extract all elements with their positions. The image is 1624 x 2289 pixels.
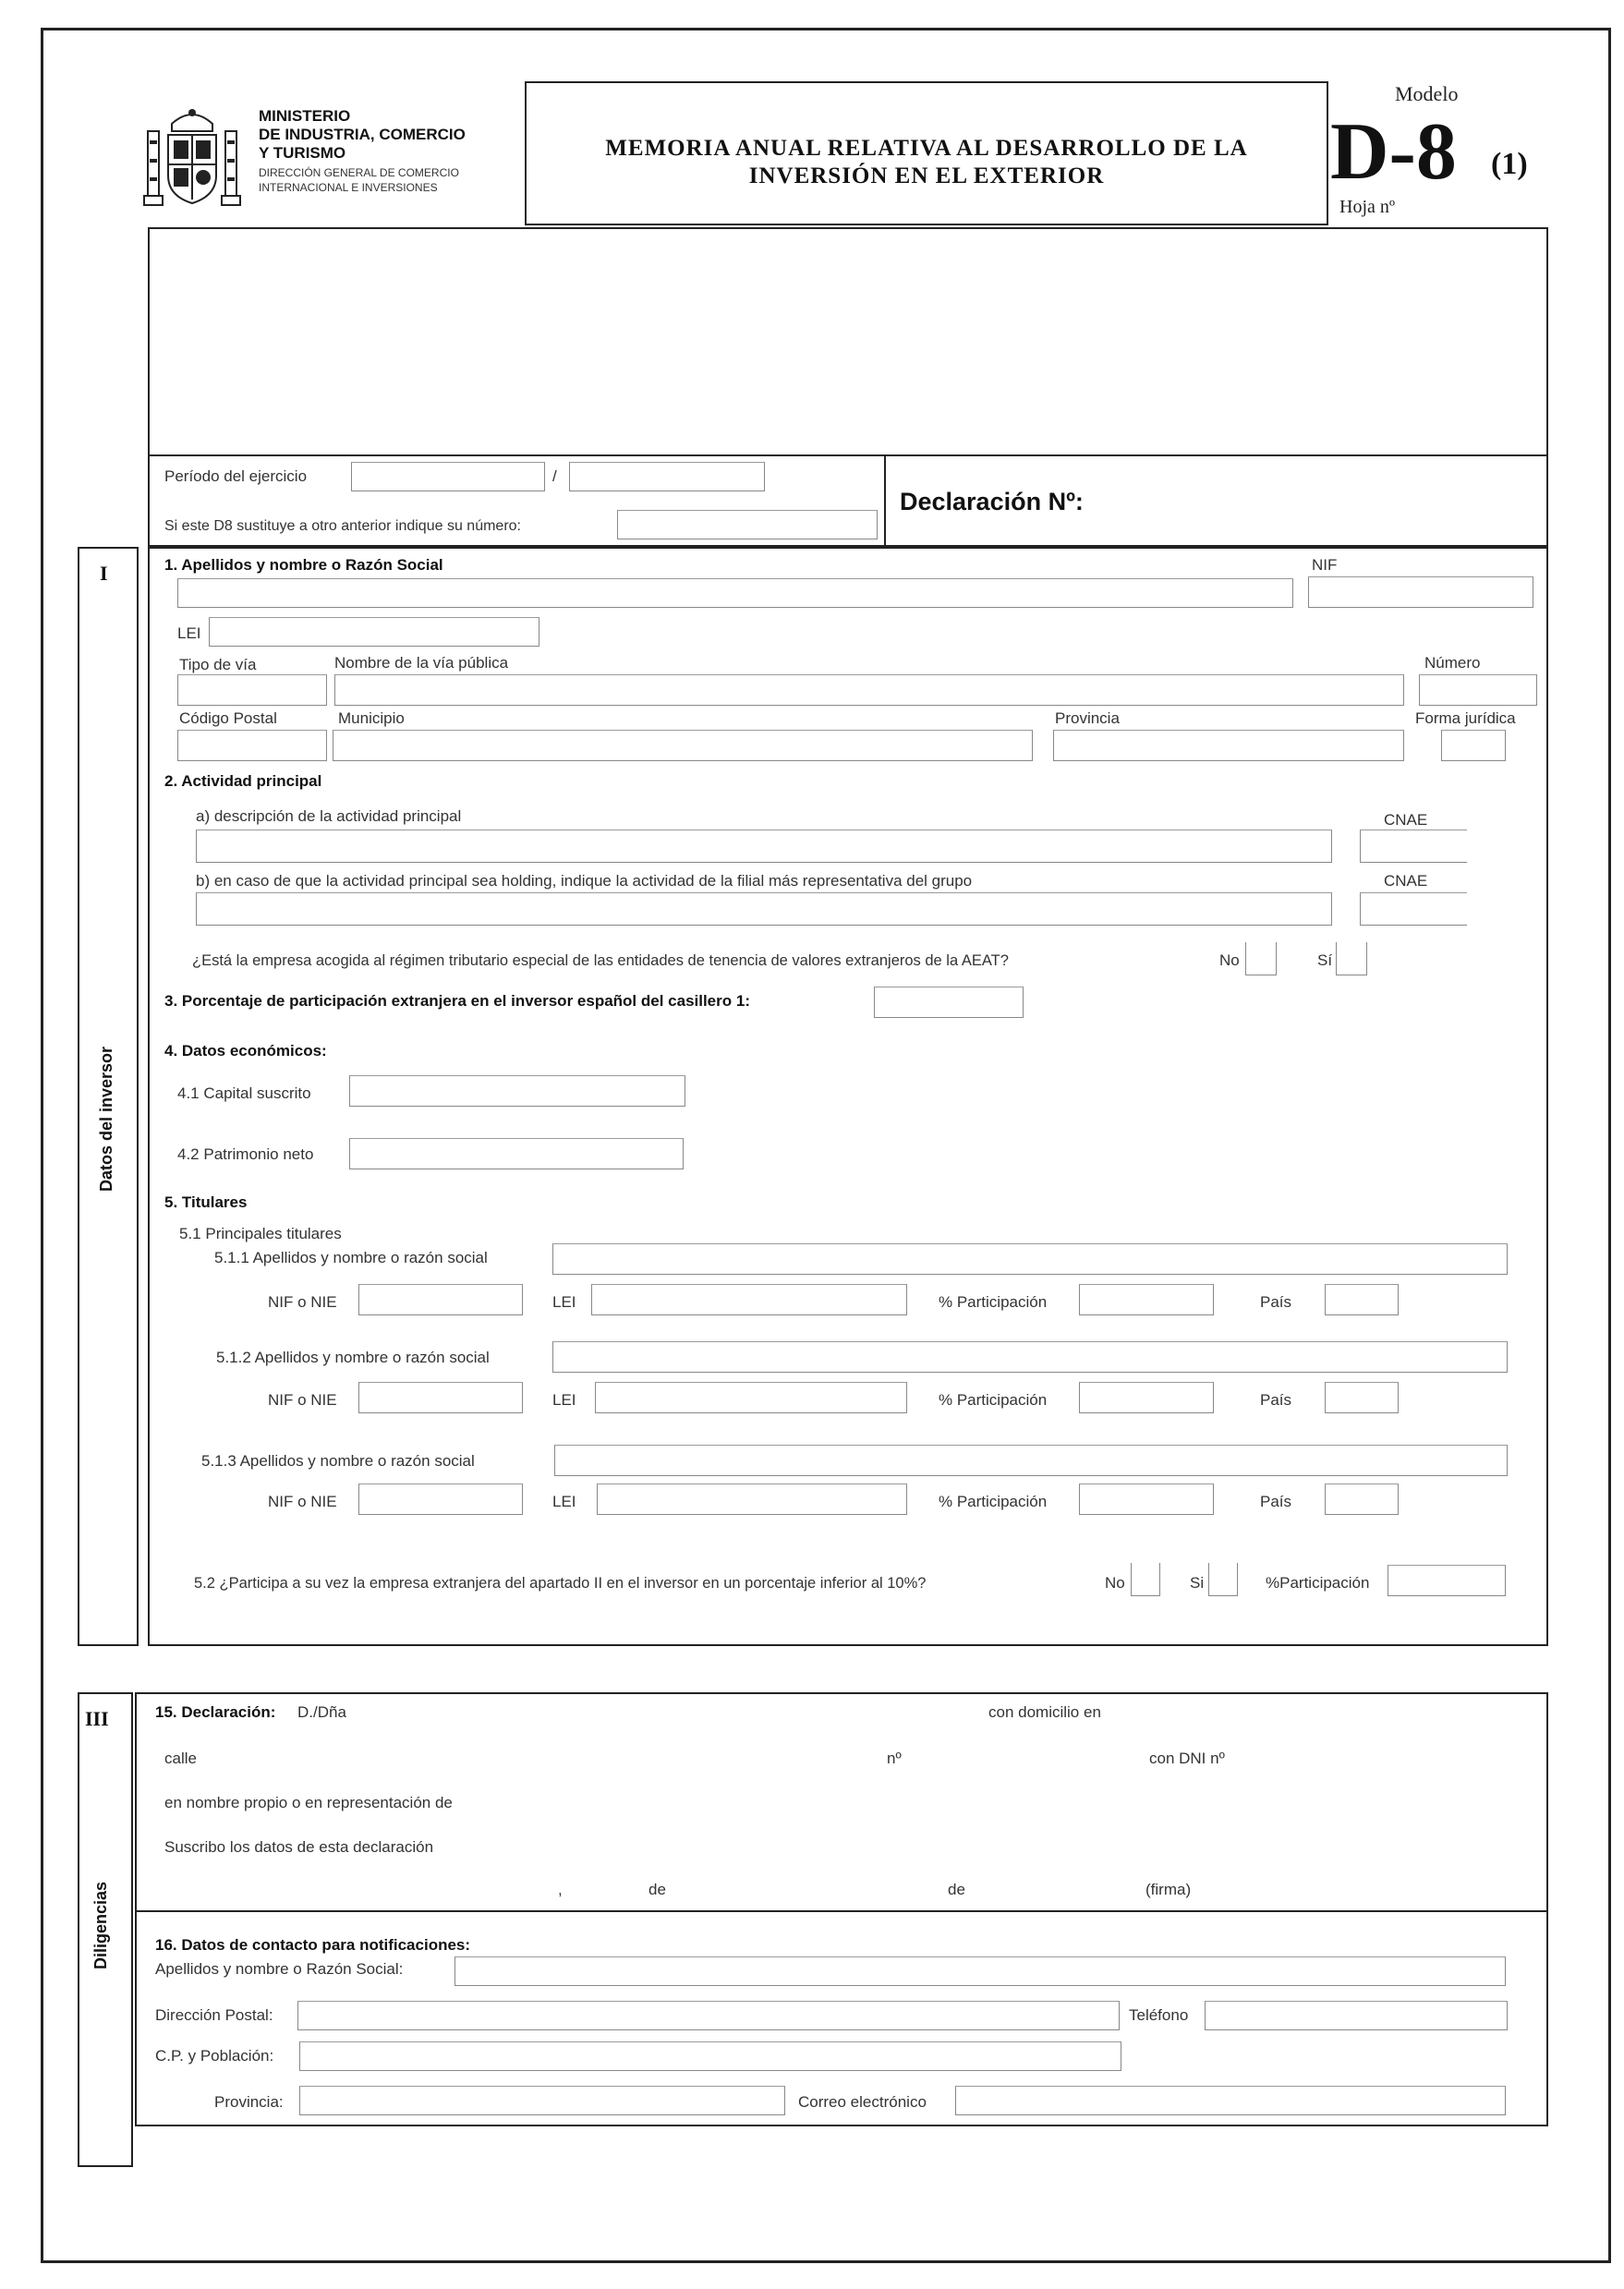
regimen-si-checkbox[interactable] <box>1336 942 1367 975</box>
holder3-lei-label: LEI <box>552 1493 576 1510</box>
period-end-input[interactable] <box>569 462 765 491</box>
firma-label: (firma) <box>1145 1881 1192 1898</box>
holder2-pais-label: País <box>1260 1391 1292 1409</box>
holder1-pais-label: País <box>1260 1293 1292 1311</box>
q15-title: 15. Declaración: <box>155 1703 276 1721</box>
form-title-line1: MEMORIA ANUAL RELATIVA AL DESARROLLO DE LA <box>605 136 1248 161</box>
model-code: D-8 <box>1330 107 1457 197</box>
holder3-name-input[interactable] <box>554 1445 1508 1476</box>
capital-suscrito-input[interactable] <box>349 1075 685 1107</box>
holder3-pais-input[interactable] <box>1325 1484 1399 1515</box>
holder3-pct-input[interactable] <box>1079 1484 1214 1515</box>
holder2-nif-label: NIF o NIE <box>268 1391 337 1409</box>
q42-label: 4.2 Patrimonio neto <box>177 1145 314 1163</box>
q4-title: 4. Datos económicos: <box>164 1042 327 1060</box>
municipio-input[interactable] <box>333 730 1033 761</box>
activity-description-input[interactable] <box>196 830 1332 863</box>
model-note: (1) <box>1491 147 1528 181</box>
period-start-input[interactable] <box>351 462 545 491</box>
blank-area <box>148 227 1548 456</box>
q52-si-checkbox[interactable] <box>1208 1563 1238 1596</box>
substitute-number-input[interactable] <box>617 510 878 539</box>
contact-address-label: Dirección Postal: <box>155 2006 273 2024</box>
declaration-number-label: Declaración Nº: <box>900 488 1084 515</box>
representacion-label: en nombre propio o en representación de <box>164 1794 453 1811</box>
holder2-pais-input[interactable] <box>1325 1382 1399 1413</box>
q41-label: 4.1 Capital suscrito <box>177 1084 311 1102</box>
holder3-nif-label: NIF o NIE <box>268 1493 337 1510</box>
contact-address-input[interactable] <box>297 2001 1120 2030</box>
contact-provincia-label: Provincia: <box>214 2093 284 2111</box>
holder2-nif-input[interactable] <box>358 1382 523 1413</box>
section3-roman: III <box>85 1707 109 1730</box>
contact-phone-label: Teléfono <box>1129 2006 1189 2024</box>
nombre-via-label: Nombre de la vía pública <box>334 654 509 672</box>
regimen-si-label: Sí <box>1317 951 1333 969</box>
contact-cp-label: C.P. y Población: <box>155 2047 274 2065</box>
q52-no-checkbox[interactable] <box>1131 1563 1160 1596</box>
name-input[interactable] <box>177 578 1293 608</box>
subsidiary-activity-input[interactable] <box>196 892 1332 926</box>
contact-email-input[interactable] <box>955 2086 1506 2115</box>
suscribo-label: Suscribo los datos de esta declaración <box>164 1838 434 1856</box>
holder1-lei-input[interactable] <box>591 1284 907 1315</box>
holder1-lei-label: LEI <box>552 1293 576 1311</box>
numero-decl-label: nº <box>887 1750 902 1767</box>
numero-input[interactable] <box>1419 674 1537 706</box>
holder2-pct-input[interactable] <box>1079 1382 1214 1413</box>
holder1-label: 5.1.1 Apellidos y nombre o razón social <box>214 1249 488 1266</box>
holder1-name-input[interactable] <box>552 1243 1508 1275</box>
holder1-nif-input[interactable] <box>358 1284 523 1315</box>
cnae-a-label: CNAE <box>1384 811 1428 829</box>
numero-label: Número <box>1424 654 1481 672</box>
nif-label: NIF <box>1312 556 1338 574</box>
sheet-number-label: Hoja nº <box>1339 197 1396 217</box>
holder1-pct-label: % Participación <box>939 1293 1048 1311</box>
coat-of-arms-logo <box>140 103 244 212</box>
section1-roman: I <box>100 562 108 585</box>
section3-side-label: Diligencias <box>91 1881 110 1969</box>
nombre-via-input[interactable] <box>334 674 1404 706</box>
section1-side-label: Datos del inversor <box>97 1046 115 1192</box>
ministry-line3: Y TURISMO <box>259 144 346 162</box>
lei-label: LEI <box>177 624 201 642</box>
holder3-label: 5.1.3 Apellidos y nombre o razón social <box>201 1452 475 1470</box>
ministry-line1: MINISTERIO <box>259 107 351 125</box>
q52-question: 5.2 ¿Participa a su vez la empresa extranjera del apartado II en el inversor en un porcentaje inferior al 10%? <box>194 1575 927 1592</box>
holder2-label: 5.1.2 Apellidos y nombre o razón social <box>216 1349 490 1366</box>
regimen-no-checkbox[interactable] <box>1245 942 1277 975</box>
cnae-a-input[interactable] <box>1360 830 1467 863</box>
municipio-label: Municipio <box>338 709 405 727</box>
title-box <box>525 81 1328 225</box>
q2-title: 2. Actividad principal <box>164 772 322 790</box>
q15-dd-label: D./Dña <box>297 1703 346 1721</box>
q2a-label: a) descripción de la actividad principal <box>196 807 462 825</box>
section3-divider <box>135 1910 1548 1912</box>
contact-email-label: Correo electrónico <box>798 2093 927 2111</box>
holder3-pais-label: País <box>1260 1493 1292 1510</box>
date-de1: de <box>648 1881 666 1898</box>
period-separator: / <box>552 467 557 485</box>
foreign-percentage-input[interactable] <box>874 987 1024 1018</box>
q52-si-label: Si <box>1190 1574 1205 1592</box>
period-divider <box>884 455 886 546</box>
q16-title: 16. Datos de contacto para notificaciones: <box>155 1936 471 1954</box>
contact-cp-input[interactable] <box>299 2041 1121 2071</box>
tipo-via-label: Tipo de vía <box>179 656 257 673</box>
regimen-no-label: No <box>1219 951 1240 969</box>
dept-line1: DIRECCIÓN GENERAL DE COMERCIO <box>259 166 459 179</box>
q52-pct-label: %Participación <box>1266 1574 1370 1592</box>
contact-provincia-input[interactable] <box>299 2086 785 2115</box>
date-comma: , <box>558 1881 563 1898</box>
codigo-postal-label: Código Postal <box>179 709 277 727</box>
provincia-input[interactable] <box>1053 730 1404 761</box>
model-label: Modelo <box>1395 82 1459 105</box>
holder2-pct-label: % Participación <box>939 1391 1048 1409</box>
period-label: Período del ejercicio <box>164 467 308 485</box>
domicilio-label: con domicilio en <box>988 1703 1101 1721</box>
regimen-question: ¿Está la empresa acogida al régimen tributario especial de las entidades de tenencia de valores extranjeros de la AEAT? <box>192 952 1009 969</box>
q2b-label: b) en caso de que la actividad principal sea holding, indique la actividad de la filial más representativa del grupo <box>196 872 973 890</box>
q52-no-label: No <box>1105 1574 1125 1592</box>
q51-label: 5.1 Principales titulares <box>179 1225 342 1242</box>
holder1-pais-input[interactable] <box>1325 1284 1399 1315</box>
q5-title: 5. Titulares <box>164 1193 248 1211</box>
nif-input[interactable] <box>1308 576 1533 608</box>
form-title-line2: INVERSIÓN EN EL EXTERIOR <box>748 164 1105 188</box>
calle-label: calle <box>164 1750 197 1767</box>
q52-pct-input[interactable] <box>1388 1565 1506 1596</box>
holder3-pct-label: % Participación <box>939 1493 1048 1510</box>
dept-line2: INTERNACIONAL E INVERSIONES <box>259 181 438 194</box>
dni-label: con DNI nº <box>1149 1750 1225 1767</box>
substitute-label: Si este D8 sustituye a otro anterior indique su número: <box>164 518 521 534</box>
contact-name-label: Apellidos y nombre o Razón Social: <box>155 1960 404 1978</box>
q1-title: 1. Apellidos y nombre o Razón Social <box>164 556 443 574</box>
holder2-lei-input[interactable] <box>595 1382 907 1413</box>
holder1-pct-input[interactable] <box>1079 1284 1214 1315</box>
holder3-lei-input[interactable] <box>597 1484 907 1515</box>
holder3-nif-input[interactable] <box>358 1484 523 1515</box>
tipo-via-input[interactable] <box>177 674 327 706</box>
lei-input[interactable] <box>209 617 539 647</box>
holder2-lei-label: LEI <box>552 1391 576 1409</box>
cnae-b-label: CNAE <box>1384 872 1428 890</box>
provincia-label: Provincia <box>1055 709 1120 727</box>
forma-juridica-input[interactable] <box>1441 730 1506 761</box>
holder2-name-input[interactable] <box>552 1341 1508 1373</box>
contact-name-input[interactable] <box>454 1956 1506 1986</box>
codigo-postal-input[interactable] <box>177 730 327 761</box>
q3-title: 3. Porcentaje de participación extranjera en el inversor español del casillero 1: <box>164 992 750 1010</box>
ministry-line2: DE INDUSTRIA, COMERCIO <box>259 126 466 143</box>
contact-phone-input[interactable] <box>1205 2001 1508 2030</box>
date-de2: de <box>948 1881 965 1898</box>
cnae-b-input[interactable] <box>1360 892 1467 926</box>
holder1-nif-label: NIF o NIE <box>268 1293 337 1311</box>
forma-juridica-label: Forma jurídica <box>1415 709 1516 727</box>
patrimonio-neto-input[interactable] <box>349 1138 684 1169</box>
